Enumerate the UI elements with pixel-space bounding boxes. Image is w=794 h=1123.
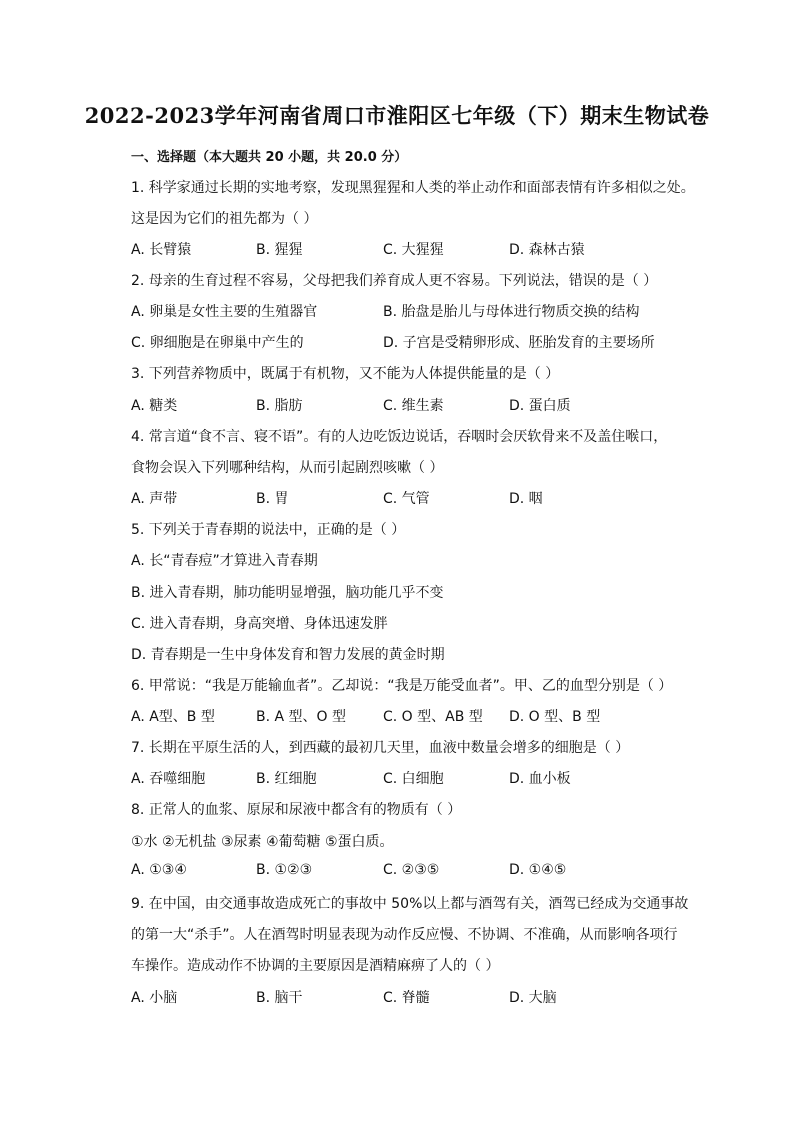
question-4-option-c: C. 气管: [383, 491, 430, 507]
question-9-option-d: D. 大脑: [509, 990, 557, 1006]
question-2-option-d: D. 子宫是受精卵形成、胚胎发育的主要场所: [383, 335, 655, 351]
question-8-option-b: B. ①②③: [256, 862, 313, 878]
question-7-stem: 7. 长期在平原生活的人，到西藏的最初几天里，血液中数量会增多的细胞是（ ）: [131, 740, 630, 756]
question-5-option-a: A. 长“青春痘”才算进入青春期: [131, 553, 318, 569]
question-9-option-b: B. 脑干: [256, 990, 303, 1006]
question-1-stem-line-2: 这是因为它们的祖先都为（ ）: [131, 211, 318, 227]
question-7-option-c: C. 白细胞: [383, 771, 444, 787]
question-8-stem-line-1: 8. 正常人的血浆、原尿和尿液中都含有的物质有（ ）: [131, 802, 462, 818]
question-5-option-d: D. 青春期是一生中身体发育和智力发展的黄金时期: [131, 647, 445, 663]
question-8-stem-line-2: ①水 ②无机盐 ③尿素 ④葡萄糖 ⑤蛋白质。: [131, 834, 394, 850]
question-2-option-b: B. 胎盘是胎儿与母体进行物质交换的结构: [383, 304, 640, 320]
question-8-option-a: A. ①③④: [131, 862, 187, 878]
question-1-stem-line-1: 1. 科学家通过长期的实地考察，发现黑猩猩和人类的举止动作和面部表情有许多相似之处。: [131, 180, 695, 196]
question-3-option-c: C. 维生素: [383, 398, 444, 414]
question-3-option-a: A. 糖类: [131, 398, 178, 414]
question-6-stem: 6. 甲常说：“我是万能输血者”。乙却说：“我是万能受血者”。甲、乙的血型分别是（ ）: [131, 678, 673, 694]
question-4-option-a: A. 声带: [131, 491, 178, 507]
question-3-option-d: D. 蛋白质: [509, 398, 571, 414]
question-8-option-d: D. ①④⑤: [509, 862, 567, 878]
question-7-option-b: B. 红细胞: [256, 771, 317, 787]
question-3-option-b: B. 脂肪: [256, 398, 303, 414]
question-1-option-c: C. 大猩猩: [383, 242, 444, 258]
question-4-stem-line-2: 食物会误入下列哪种结构，从而引起剧烈咳嗽（ ）: [131, 460, 444, 476]
question-8-option-c: C. ②③⑤: [383, 862, 440, 878]
question-3-stem: 3. 下列营养物质中，既属于有机物，又不能为人体提供能量的是（ ）: [131, 366, 560, 382]
question-6-option-d: D. O 型、B 型: [509, 709, 601, 725]
question-6-option-b: B. A 型、O 型: [256, 709, 347, 725]
question-4-stem-line-1: 4. 常言道“食不言、寝不语”。有的人边吃饭边说话，吞咽时会厌软骨来不及盖住喉口，: [131, 429, 668, 445]
page-title: 2022-2023学年河南省周口市淮阳区七年级（下）期末生物试卷: [84, 103, 710, 128]
question-5-option-c: C. 进入青春期，身高突增、身体迅速发胖: [131, 616, 388, 632]
question-9-option-a: A. 小脑: [131, 990, 178, 1006]
question-9-stem-line-2: 的第一大“杀手”。人在酒驾时明显表现为动作反应慢、不协调、不准确，从而影响各项行: [131, 927, 678, 943]
question-9-option-c: C. 脊髓: [383, 990, 430, 1006]
question-9-stem-line-3: 车操作。造成动作不协调的主要原因是酒精麻痹了人的（ ）: [131, 958, 500, 974]
question-4-option-d: D. 咽: [509, 491, 543, 507]
section-heading: 一、选择题（本大题共 20 小题，共 20.0 分）: [131, 150, 408, 165]
question-5-option-b: B. 进入青春期，肺功能明显增强，脑功能几乎不变: [131, 585, 444, 601]
question-9-stem-line-1: 9. 在中国，由交通事故造成死亡的事故中 50%以上都与酒驾有关，酒驾已经成为交通事故: [131, 896, 689, 912]
question-7-option-a: A. 吞噬细胞: [131, 771, 206, 787]
question-6-option-c: C. O 型、AB 型: [383, 709, 483, 725]
question-7-option-d: D. 血小板: [509, 771, 571, 787]
question-1-option-b: B. 猩猩: [256, 242, 303, 258]
question-1-option-a: A. 长臂猿: [131, 242, 192, 258]
question-6-option-a: A. A型、B 型: [131, 709, 215, 725]
question-2-option-a: A. 卵巢是女性主要的生殖器官: [131, 304, 318, 320]
question-2-stem: 2. 母亲的生育过程不容易，父母把我们养育成人更不容易。下列说法，错误的是（ ）: [131, 273, 658, 289]
question-4-option-b: B. 胃: [256, 491, 289, 507]
question-1-option-d: D. 森林古猿: [509, 242, 585, 258]
question-2-option-c: C. 卵细胞是在卵巢中产生的: [131, 335, 304, 351]
question-5-stem: 5. 下列关于青春期的说法中，正确的是（ ）: [131, 522, 406, 538]
